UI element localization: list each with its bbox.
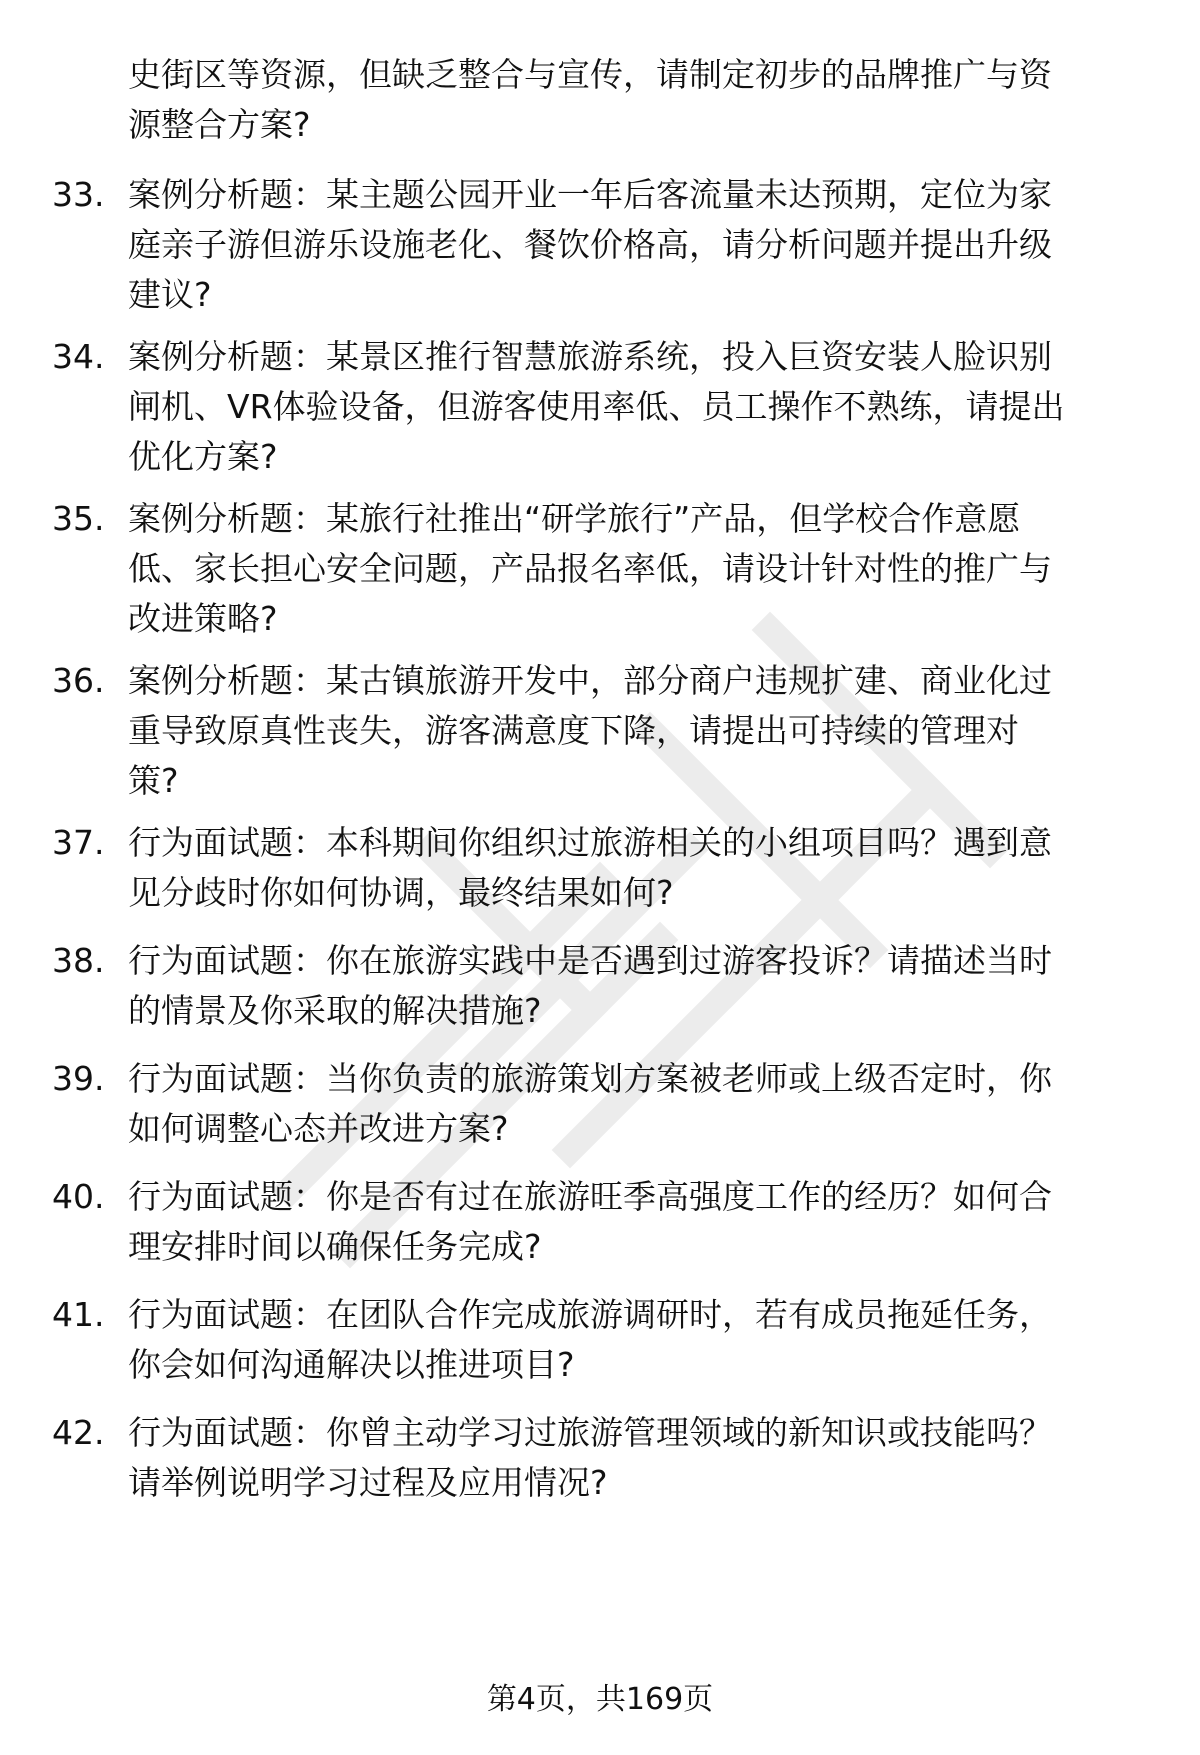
text-line: 如何调整心态并改进方案? <box>128 1109 509 1148</box>
question-number: 33. <box>52 175 105 214</box>
text-line: 行为面试题：你是否有过在旅游旺季高强度工作的经历？如何合 <box>128 1177 1052 1216</box>
question-text <box>128 1172 1148 1272</box>
text-line: 案例分析题：某主题公园开业一年后客流量未达预期，定位为家 <box>128 175 1052 214</box>
text-line: 案例分析题：某景区推行智慧旅游系统，投入巨资安装人脸识别 <box>128 337 1052 376</box>
text-line: 行为面试题：本科期间你组织过旅游相关的小组项目吗？遇到意 <box>128 823 1052 862</box>
text-line: 庭亲子游但游乐设施老化、餐饮价格高，请分析问题并提出升级 <box>128 225 1052 264</box>
question-number: 38. <box>52 941 105 980</box>
text-line: 重导致原真性丧失，游客满意度下降，请提出可持续的管理对 <box>128 711 1019 750</box>
text-line: 行为面试题：当你负责的旅游策划方案被老师或上级否定时，你 <box>128 1059 1052 1098</box>
text-line: 改进策略? <box>128 599 278 638</box>
question-number: 34. <box>52 337 105 376</box>
question-text <box>128 1054 1148 1154</box>
question-text <box>128 170 1148 320</box>
text-line: 源整合方案? <box>128 105 311 144</box>
question-text <box>128 332 1148 482</box>
question-text <box>128 1408 1148 1508</box>
question-text <box>128 936 1148 1036</box>
text-line: 行为面试题：你曾主动学习过旅游管理领域的新知识或技能吗？ <box>128 1413 1052 1452</box>
question-number: 36. <box>52 661 105 700</box>
question-text <box>128 1290 1148 1390</box>
text-line: 你会如何沟通解决以推进项目? <box>128 1345 575 1384</box>
text-line: 闸机、VR体验设备，但游客使用率低、员工操作不熟练，请提出 <box>128 387 1065 426</box>
text-line: 行为面试题：在团队合作完成旅游调研时，若有成员拖延任务， <box>128 1295 1052 1334</box>
question-text <box>128 50 1148 150</box>
text-line: 的情景及你采取的解决措施? <box>128 991 542 1030</box>
page-footer: 第4页，共169页 <box>486 1682 714 1717</box>
question-number: 35. <box>52 499 105 538</box>
question-text <box>128 656 1148 806</box>
question-number: 40. <box>52 1177 105 1216</box>
question-number: 42. <box>52 1413 105 1452</box>
text-line: 策? <box>128 761 179 800</box>
text-line: 请举例说明学习过程及应用情况? <box>128 1463 608 1502</box>
text-line: 行为面试题：你在旅游实践中是否遇到过游客投诉？请描述当时 <box>128 941 1052 980</box>
text-line: 史街区等资源，但缺乏整合与宣传，请制定初步的品牌推广与资 <box>128 55 1052 94</box>
question-text <box>128 818 1148 918</box>
text-line: 低、家长担心安全问题，产品报名率低，请设计针对性的推广与 <box>128 549 1052 588</box>
question-number: 41. <box>52 1295 105 1334</box>
question-number: 37. <box>52 823 105 862</box>
text-line: 案例分析题：某旅行社推出“研学旅行”产品，但学校合作意愿 <box>128 499 1021 538</box>
text-line: 见分歧时你如何协调，最终结果如何? <box>128 873 674 912</box>
text-line: 优化方案? <box>128 437 278 476</box>
text-line: 建议? <box>128 275 212 314</box>
text-line: 案例分析题：某古镇旅游开发中，部分商户违规扩建、商业化过 <box>128 661 1052 700</box>
question-text <box>128 494 1148 644</box>
question-number: 39. <box>52 1059 105 1098</box>
text-line: 理安排时间以确保任务完成? <box>128 1227 542 1266</box>
